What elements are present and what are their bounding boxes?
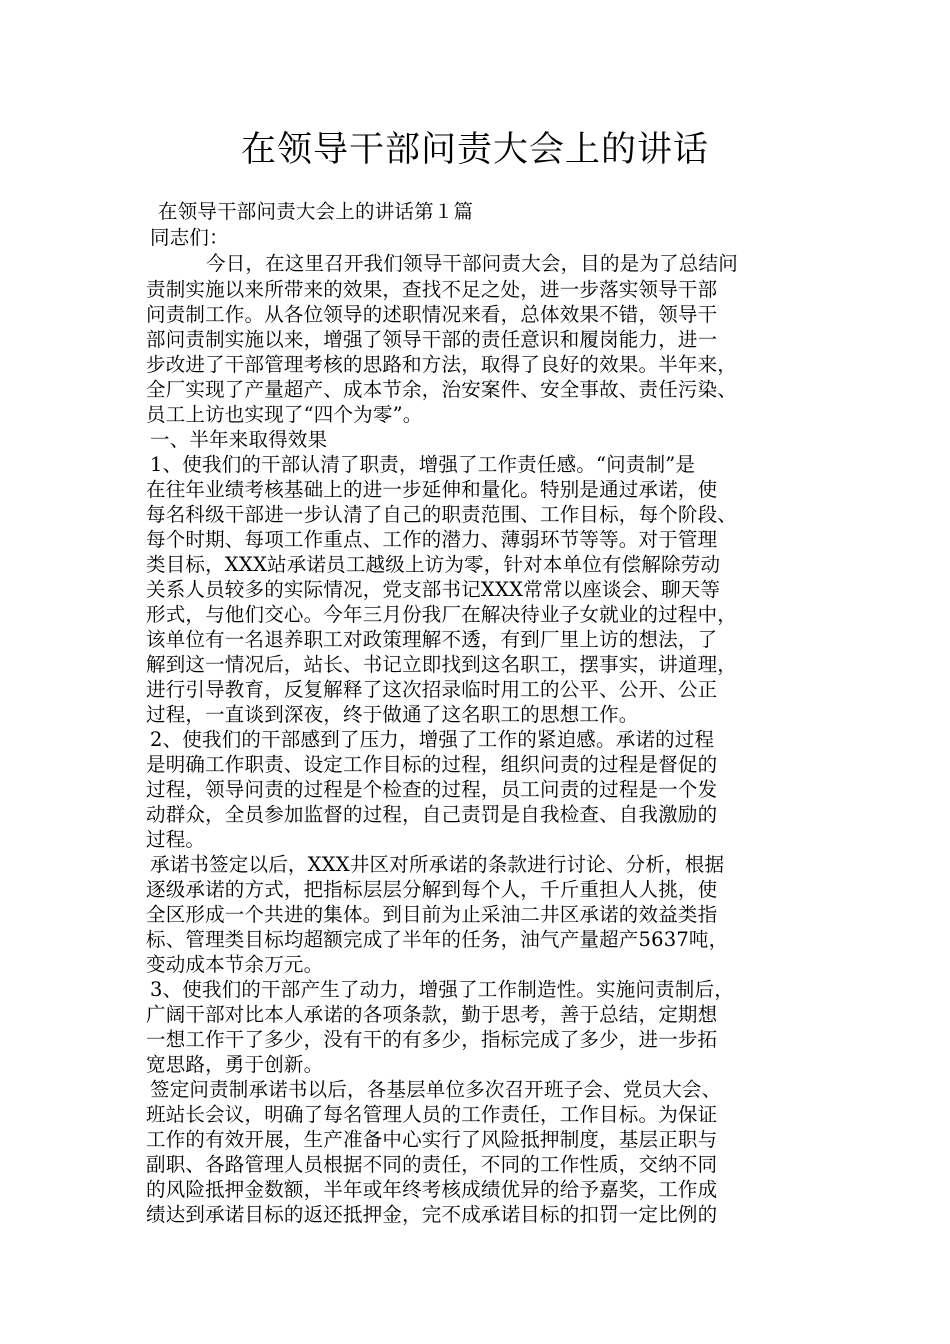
text-line: 进行引导教育，反复解释了这次招录临时用工的公平、公开、公正 xyxy=(146,678,718,701)
text-line: 的风险抵押金数额，半年或年终考核成绩优异的给予嘉奖，工作成 xyxy=(146,1178,718,1201)
text-line: 3、使我们的干部产生了动力，增强了工作制造性。实施问责制后， xyxy=(150,978,734,1001)
text-line: 类目标，XXX站承诺员工越级上访为零，针对本单位有偿解除劳动 xyxy=(146,553,721,576)
text-line: 形式，与他们交心。今年三月份我厂在解决待业子女就业的过程中， xyxy=(146,603,738,626)
text-line: 每名科级干部进一步认清了自己的职责范围、工作目标，每个阶段、 xyxy=(146,503,738,526)
salutation-line: 同志们： xyxy=(150,226,229,249)
text-line: 是明确工作职责、设定工作目标的过程，组织问责的过程是督促的 xyxy=(146,753,718,776)
text-line: 变动成本节余万元。 xyxy=(146,953,324,976)
text-line: 绩达到承诺目标的返还抵押金，完不成承诺目标的扣罚一定比例的 xyxy=(146,1203,718,1226)
text-line: 问责制工作。从各位领导的述职情况来看，总体效果不错，领导干 xyxy=(146,303,718,326)
text-line: 广阔干部对比本人承诺的各项条款，勤于思考，善于总结，定期想 xyxy=(146,1003,718,1026)
text-line: 1、使我们的干部认清了职责，增强了工作责任感。“问责制”是 xyxy=(150,453,696,476)
subtitle-line: 在领导干部问责大会上的讲话第１篇 xyxy=(158,200,474,223)
text-line: 全厂实现了产量超产、成本节余，治安案件、安全事故、责任污染、 xyxy=(146,378,738,401)
text-line: 在往年业绩考核基础上的进一步延伸和量化。特别是通过承诺，使 xyxy=(146,478,718,501)
text-line: 副职、各路管理人员根据不同的责任，不同的工作性质，交纳不同 xyxy=(146,1153,718,1176)
text-line: 2、使我们的干部感到了压力，增强了工作的紧迫感。承诺的过程 xyxy=(150,728,715,751)
text-line: 一想工作干了多少，没有干的有多少，指标完成了多少，进一步拓 xyxy=(146,1028,718,1051)
text-line: 逐级承诺的方式，把指标层层分解到每个人，千斤重担人人挑，使 xyxy=(146,878,718,901)
text-line: 过程。 xyxy=(146,828,206,851)
text-line: 过程，领导问责的过程是个检查的过程，员工问责的过程是一个发 xyxy=(146,778,718,801)
text-line: 步改进了干部管理考核的思路和方法，取得了良好的效果。半年来， xyxy=(146,353,738,376)
text-line: 该单位有一名退养职工对政策理解不透，有到厂里上访的想法，了 xyxy=(146,628,718,651)
text-line: 员工上访也实现了“四个为零”。 xyxy=(146,403,423,426)
text-line: 部问责制实施以来，增强了领导干部的责任意识和履岗能力，进一 xyxy=(146,328,718,351)
text-line: 解到这一情况后，站长、书记立即找到这名职工，摆事实，讲道理， xyxy=(146,653,738,676)
text-line: 班站长会议，明确了每名管理人员的工作责任，工作目标。为保证 xyxy=(146,1103,718,1126)
text-line: 签定问责制承诺书以后，各基层单位多次召开班子会、党员大会、 xyxy=(150,1078,722,1101)
text-line: 全区形成一个共进的集体。到目前为止采油二井区承诺的效益类指 xyxy=(146,903,718,926)
text-line: 过程，一直谈到深夜，终于做通了这名职工的思想工作。 xyxy=(146,703,639,726)
text-line: 责制实施以来所带来的效果，查找不足之处，进一步落实领导干部 xyxy=(146,278,718,301)
text-line: 宽思路，勇于创新。 xyxy=(146,1053,324,1076)
section-heading: 一、半年来取得效果 xyxy=(150,428,328,451)
text-line: 承诺书签定以后，XXX井区对所承诺的条款进行讨论、分析，根据 xyxy=(150,853,725,876)
text-line: 每个时期、每项工作重点、工作的潜力、薄弱环节等等。对于管理 xyxy=(146,528,718,551)
text-line: 关系人员较多的实际情况，党支部书记XXX常常以座谈会、聊天等 xyxy=(146,578,721,601)
page-title: 在领导干部问责大会上的讲话 xyxy=(240,130,709,170)
text-line: 动群众，全员参加监督的过程，自己责罚是自我检查、自我激励的 xyxy=(146,803,718,826)
text-line: 标、管理类目标均超额完成了半年的任务，油气产量超产5637吨， xyxy=(146,928,729,951)
text-line: 今日，在这里召开我们领导干部问责大会，目的是为了总结问 xyxy=(206,252,738,275)
text-line: 工作的有效开展，生产准备中心实行了风险抵押制度，基层正职与 xyxy=(146,1128,718,1151)
